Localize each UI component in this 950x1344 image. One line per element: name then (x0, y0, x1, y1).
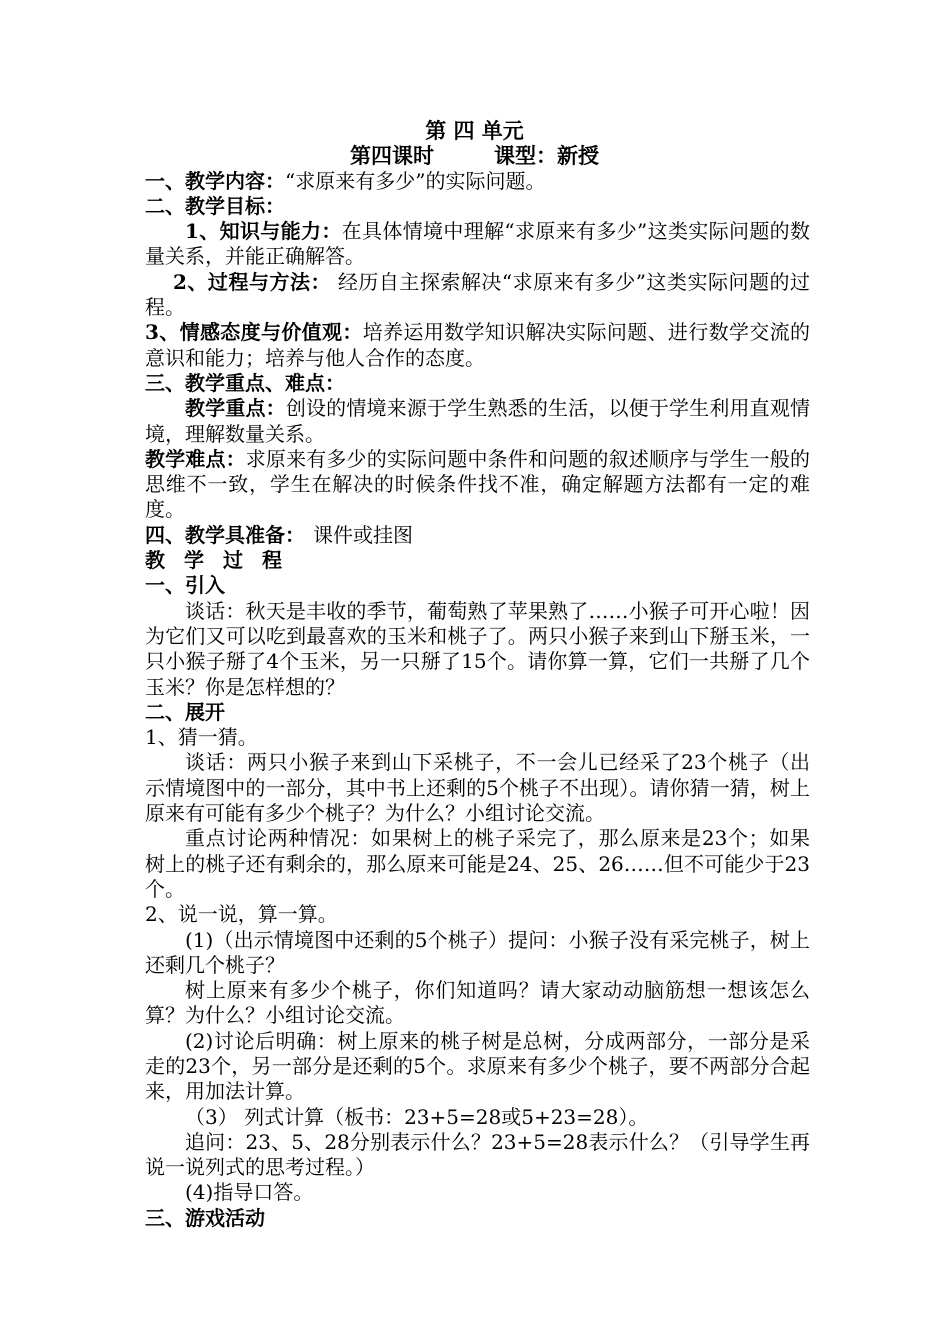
teaching-focus-text: 创设的情境来源于学生熟悉的生活，以便于学生利用直观情境，理解数量关系。 (145, 396, 811, 446)
lesson-plan-page (145, 118, 810, 1231)
lesson-subtitle (139, 143, 810, 168)
step-calc-paragraph-6: (4)指导口答。 (185, 1180, 314, 1205)
intro-text: 谈话：秋天是丰收的季节，葡萄熟了苹果熟了……小猴子可开心啦！因为它们又可以吃到最喜欢的玉米和桃子了。两只小猴子来到山下掰玉米，一只小猴子掰了4个玉米，另一只掰了15个。请你算一算，它们一共掰了几个玉米？你是怎样想的？ (145, 598, 810, 699)
step-calc-paragraph-5: 追问：23、5、28分别表示什么？23+5=28表示什么？（引导学生再说一说列式的思考过程。） (145, 1129, 810, 1180)
goal-attitude (145, 320, 810, 371)
keypoints-heading: 三、教学重点、难点： (145, 370, 345, 395)
goal-process-label: 2、过程与方法： (173, 269, 331, 294)
intro-heading: 一、引入 (145, 573, 225, 598)
step-guess-paragraph-2: 重点讨论两种情况：如果树上的桃子采完了，那么原来是23个；如果树上的桃子还有剩余的，那么原来可能是24、25、26……但不可能少于23个。 (145, 826, 810, 901)
step-calc-paragraph-3: (2)讨论后明确：树上原来的桃子树是总树，分成两部分，一部分是采走的23个，另一部分是还剩的5个。求原来有多少个桃子，要不两部分合起来，用加法计算。 (145, 1028, 810, 1104)
teaching-focus-label: 教学重点： (185, 396, 286, 421)
game-heading: 三、游戏活动 (145, 1205, 265, 1230)
teaching-difficulty-text: 求原来有多少的实际问题中条件和问题的叙述顺序与学生一般的思维不一致，学生在解决的时候条件找不准，确定解题方法都有一定的难度。 (145, 446, 810, 522)
goal-knowledge-text: 在具体情境中理解“求原来有多少”这类实际问题的数量关系，并能正确解答。 (145, 219, 811, 269)
goals-heading: 二、教学目标： (145, 193, 285, 218)
goal-attitude-label: 3、情感态度与价值观： (145, 320, 363, 345)
step-calc-paragraph-2: 树上原来有多少个桃子，你们知道吗？请大家动动脑筋想一想该怎么算？为什么？小组讨论交流。 (145, 978, 810, 1028)
step-calc-paragraph-4: （3） 列式计算（板书：23+5=28或5+23=28）。 (185, 1104, 649, 1129)
teaching-prep-label: 四、教学具准备： (145, 522, 305, 547)
teaching-focus (145, 396, 810, 447)
goal-process (145, 270, 810, 321)
teaching-content-label: 一、教学内容： (145, 168, 285, 193)
expand-heading: 二、展开 (145, 699, 225, 724)
process-heading: 教学过程 (145, 548, 301, 573)
goal-knowledge-label: 1、知识与能力： (185, 219, 342, 244)
teaching-content-text: “求原来有多少”的实际问题。 (285, 168, 546, 193)
teaching-difficulty-label: 教学难点： (145, 446, 246, 471)
goal-attitude-text: 培养运用数学知识解决实际问题、进行数学交流的意识和能力；培养与他人合作的态度。 (145, 320, 811, 370)
goal-knowledge (145, 219, 810, 270)
step-calc-paragraph-1: (1)（出示情境图中还剩的5个桃子）提问：小猴子没有采完桃子，树上还剩几个桃子？ (145, 927, 810, 977)
unit-title: 第 四 单元 (425, 118, 524, 143)
goal-process-text: 经历自主探索解决“求原来有多少”这类实际问题的过程。 (145, 269, 810, 320)
lesson-type: 课型：新授 (494, 143, 599, 169)
teaching-prep (145, 523, 810, 548)
step-calc: 2、说一说，算一算。 (145, 902, 338, 927)
teaching-prep-text: 课件或挂图 (313, 522, 413, 547)
step-guess-paragraph-1: 谈话：两只小猴子来到山下采桃子，不一会儿已经采了23个桃子（出示情境图中的一部分，其中书上还剩的5个桃子不出现）。请你猜一猜，树上原来有可能有多少个桃子？为什么？小组讨论交流。 (145, 750, 810, 826)
lesson-number: 第四课时 (350, 143, 434, 169)
step-guess: 1、猜一猜。 (145, 725, 258, 750)
teaching-difficulty (145, 447, 810, 523)
teaching-content (145, 169, 810, 194)
